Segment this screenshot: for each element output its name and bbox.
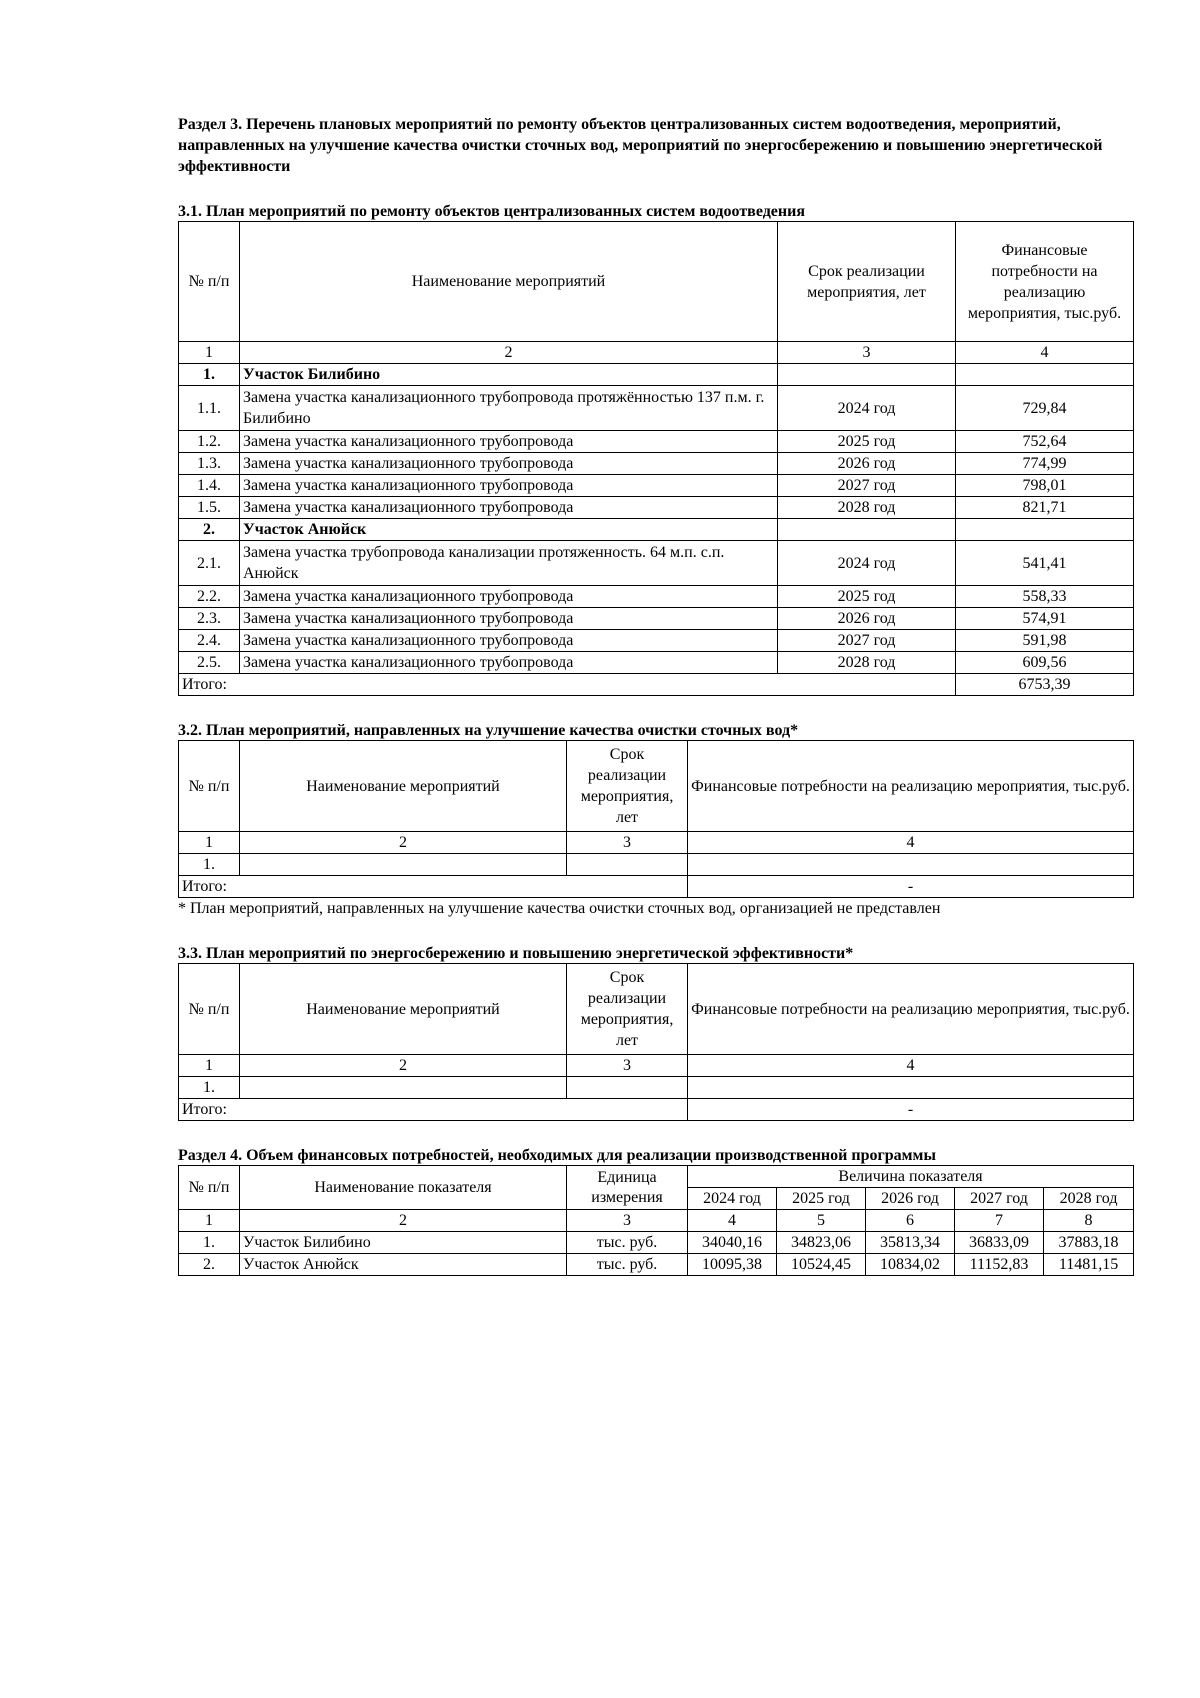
row-sum: 821,71 (956, 497, 1134, 519)
table-row (179, 497, 1134, 519)
t32-header-term: Срок реализации мероприятия, лет (567, 741, 688, 832)
row-num: 2.3. (179, 608, 240, 630)
row-term: 2028 год (778, 497, 956, 519)
row-value: 10524,45 (777, 1254, 866, 1276)
table-row (179, 1232, 1134, 1254)
t4-colnum: 7 (955, 1210, 1044, 1232)
row-term: 2027 год (778, 630, 956, 652)
row-num: 1. (179, 854, 240, 876)
row-term: 2026 год (778, 453, 956, 475)
row-term: 2024 год (778, 386, 956, 431)
row-sum (956, 519, 1134, 541)
row-term (778, 364, 956, 386)
row-num: 1.2. (179, 431, 240, 453)
row-term: 2025 год (778, 431, 956, 453)
t33-header-term: Срок реализации мероприятия, лет (567, 964, 688, 1055)
table-row (179, 453, 1134, 475)
row-sum: 774,99 (956, 453, 1134, 475)
t4-colnum: 2 (240, 1210, 567, 1232)
document-page (178, 114, 1133, 1276)
row-term: 2025 год (778, 586, 956, 608)
table-row (179, 1254, 1134, 1276)
table4 (178, 1165, 1134, 1276)
total-row (179, 876, 1134, 898)
row-name: Замена участка канализационного трубопровода (240, 475, 778, 497)
t32-colnum: 3 (567, 832, 688, 854)
row-num: 2.5. (179, 652, 240, 674)
t4-colnum: 4 (688, 1210, 777, 1232)
table32-title: 3.2. План мероприятий, направленных на улучшение качества очистки сточных вод* (178, 722, 799, 739)
row-term (567, 1077, 688, 1099)
section3-title: Раздел 3. Перечень плановых мероприятий по ремонту объектов централизованных систем водоотведения, мероприятий, направленных на улучшение качества очистки сточных вод, мероприятий по энергосбережению и повышению энергетической эффективности (178, 116, 1103, 175)
table32-note: * План мероприятий, направленных на улучшение качества очистки сточных вод, организацией не представлен (178, 900, 941, 917)
table-row (179, 854, 1134, 876)
t4-year: 2024 год (688, 1188, 777, 1210)
table-row (179, 364, 1134, 386)
row-sum: 752,64 (956, 431, 1134, 453)
row-term: 2026 год (778, 608, 956, 630)
t4-year: 2027 год (955, 1188, 1044, 1210)
total-row (179, 674, 1134, 696)
t33-header-name: Наименование мероприятий (240, 964, 567, 1055)
table31 (178, 221, 1134, 696)
table33-title: 3.3. План мероприятий по энергосбережению и повышению энергетической эффективности* (178, 945, 854, 962)
row-value: 11152,83 (955, 1254, 1044, 1276)
table-row (179, 386, 1134, 431)
row-value: 10834,02 (866, 1254, 955, 1276)
row-unit: тыс. руб. (567, 1254, 688, 1276)
row-name: Замена участка канализационного трубопровода (240, 608, 778, 630)
t4-header-unit: Единица измерения (567, 1166, 688, 1210)
row-name (240, 854, 567, 876)
t32-colnum: 4 (688, 832, 1134, 854)
row-num: 1. (179, 364, 240, 386)
row-name: Замена участка канализационного трубопровода (240, 652, 778, 674)
row-name: Участок Билибино (240, 1232, 567, 1254)
t31-header-num: № п/п (179, 222, 240, 342)
row-sum (956, 364, 1134, 386)
t4-year: 2026 год (866, 1188, 955, 1210)
row-sum (688, 854, 1134, 876)
total-row (179, 1099, 1134, 1121)
total-value: - (688, 876, 1134, 898)
row-value: 37883,18 (1044, 1232, 1134, 1254)
t4-colnum: 5 (777, 1210, 866, 1232)
total-label: Итого: (179, 674, 956, 696)
t31-header-term: Срок реализации мероприятия, лет (778, 222, 956, 342)
row-num: 2.4. (179, 630, 240, 652)
t4-colnum: 3 (567, 1210, 688, 1232)
table-row (179, 431, 1134, 453)
row-value: 34040,16 (688, 1232, 777, 1254)
t31-colnum: 2 (240, 342, 778, 364)
table-row (179, 1077, 1134, 1099)
row-term: 2024 год (778, 541, 956, 586)
t4-year: 2028 год (1044, 1188, 1134, 1210)
row-sum: 798,01 (956, 475, 1134, 497)
row-num: 1.5. (179, 497, 240, 519)
row-sum: 729,84 (956, 386, 1134, 431)
section4-title: Раздел 4. Объем финансовых потребностей, необходимых для реализации производственной программы (178, 1147, 936, 1164)
row-term (778, 519, 956, 541)
row-sum: 574,91 (956, 608, 1134, 630)
row-name (240, 1077, 567, 1099)
t32-header-num: № п/п (179, 741, 240, 832)
t32-header-name: Наименование мероприятий (240, 741, 567, 832)
total-value: 6753,39 (956, 674, 1134, 696)
table31-title: 3.1. План мероприятий по ремонту объектов централизованных систем водоотведения (178, 203, 805, 220)
row-num: 2. (179, 1254, 240, 1276)
row-num: 1.3. (179, 453, 240, 475)
total-label: Итого: (179, 876, 688, 898)
table-row (179, 586, 1134, 608)
t4-colnum: 8 (1044, 1210, 1134, 1232)
t32-colnum: 1 (179, 832, 240, 854)
row-term: 2028 год (778, 652, 956, 674)
t4-colnum: 6 (866, 1210, 955, 1232)
row-unit: тыс. руб. (567, 1232, 688, 1254)
table-row (179, 519, 1134, 541)
row-value: 11481,15 (1044, 1254, 1134, 1276)
row-value: 35813,34 (866, 1232, 955, 1254)
t4-header-value: Величина показателя (688, 1166, 1134, 1188)
total-value: - (688, 1099, 1134, 1121)
t31-header-name: Наименование мероприятий (240, 222, 778, 342)
row-sum: 558,33 (956, 586, 1134, 608)
table32 (178, 740, 1134, 898)
table-row (179, 630, 1134, 652)
row-num: 1. (179, 1232, 240, 1254)
row-value: 34823,06 (777, 1232, 866, 1254)
row-name: Замена участка канализационного трубопровода (240, 453, 778, 475)
t32-header-sum: Финансовые потребности на реализацию мероприятия, тыс.руб. (688, 741, 1134, 832)
row-name: Участок Анюйск (240, 519, 778, 541)
t4-colnum: 1 (179, 1210, 240, 1232)
row-name: Замена участка канализационного трубопровода (240, 586, 778, 608)
row-name: Участок Анюйск (240, 1254, 567, 1276)
t4-year: 2025 год (777, 1188, 866, 1210)
row-sum: 541,41 (956, 541, 1134, 586)
row-num: 2. (179, 519, 240, 541)
table-row (179, 608, 1134, 630)
t31-header-sum: Финансовые потребности на реализацию мероприятия, тыс.руб. (956, 222, 1134, 342)
t31-colnum: 4 (956, 342, 1134, 364)
row-sum: 609,56 (956, 652, 1134, 674)
t31-colnum: 1 (179, 342, 240, 364)
total-label: Итого: (179, 1099, 688, 1121)
t32-colnum: 2 (240, 832, 567, 854)
row-name: Замена участка канализационного трубопровода (240, 630, 778, 652)
row-num: 2.1. (179, 541, 240, 586)
row-name: Замена участка трубопровода канализации протяженность. 64 м.п. с.п. Анюйск (240, 541, 778, 586)
t4-header-name: Наименование показателя (240, 1166, 567, 1210)
row-name: Замена участка канализационного трубопровода (240, 497, 778, 519)
table-row (179, 652, 1134, 674)
t33-colnum: 2 (240, 1055, 567, 1077)
t33-header-sum: Финансовые потребности на реализацию мероприятия, тыс.руб. (688, 964, 1134, 1055)
row-sum (688, 1077, 1134, 1099)
t31-colnum: 3 (778, 342, 956, 364)
row-sum: 591,98 (956, 630, 1134, 652)
row-name: Участок Билибино (240, 364, 778, 386)
row-term (567, 854, 688, 876)
table-row (179, 475, 1134, 497)
row-num: 1. (179, 1077, 240, 1099)
t33-colnum: 4 (688, 1055, 1134, 1077)
row-num: 1.1. (179, 386, 240, 431)
row-term: 2027 год (778, 475, 956, 497)
row-num: 1.4. (179, 475, 240, 497)
table33 (178, 963, 1134, 1121)
row-num: 2.2. (179, 586, 240, 608)
t33-header-num: № п/п (179, 964, 240, 1055)
row-name: Замена участка канализационного трубопровода протяжённостью 137 п.м. г. Билибино (240, 386, 778, 431)
table-row (179, 541, 1134, 586)
row-name: Замена участка канализационного трубопровода (240, 431, 778, 453)
t33-colnum: 3 (567, 1055, 688, 1077)
t4-header-num: № п/п (179, 1166, 240, 1210)
t33-colnum: 1 (179, 1055, 240, 1077)
row-value: 36833,09 (955, 1232, 1044, 1254)
row-value: 10095,38 (688, 1254, 777, 1276)
